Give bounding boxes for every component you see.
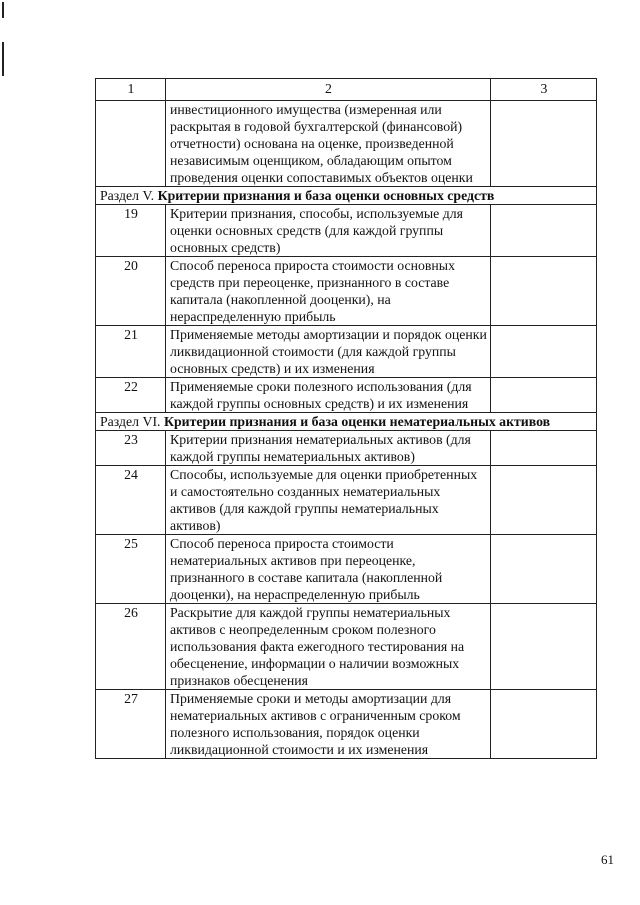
- row-value: [491, 101, 597, 187]
- row-value: [491, 466, 597, 535]
- row-value: [491, 257, 597, 326]
- row-value: [491, 326, 597, 378]
- row-number: 27: [96, 690, 166, 759]
- section-6-rows: [96, 431, 597, 759]
- row-number: [96, 101, 166, 187]
- disclosure-table: [95, 78, 597, 759]
- section-heading: [96, 413, 597, 431]
- row-description: Критерии признания, способы, используемые для оценки основных средств (для каждой группы основных средств): [166, 205, 491, 257]
- row-description: Применяемые сроки полезного использования (для каждой группы основных средств) и их изменения: [166, 378, 491, 413]
- table-row: [96, 257, 597, 326]
- row-number: 19: [96, 205, 166, 257]
- scan-edge-mark: [2, 42, 4, 76]
- row-description: Способы, используемые для оценки приобретенных и самостоятельно созданных нематериальных активов (для каждой группы нематериальных активов): [166, 466, 491, 535]
- row-number: 25: [96, 535, 166, 604]
- table-row: [96, 604, 597, 690]
- section-title: Критерии признания и база оценки нематериальных активов: [163, 414, 551, 429]
- section-prefix: Раздел VI.: [100, 414, 161, 429]
- column-header: 1: [96, 79, 166, 101]
- table-header-row: [96, 79, 597, 101]
- row-description: Способ переноса прироста стоимости нематериальных активов при переоценке, признанного в составе капитала (накопленной дооценки), на нераспределенную прибыль: [166, 535, 491, 604]
- section-title: Критерии признания и база оценки основных средств: [157, 188, 495, 203]
- column-header: 2: [166, 79, 491, 101]
- row-value: [491, 535, 597, 604]
- table-row: [96, 205, 597, 257]
- scan-edge-mark: [2, 2, 4, 18]
- table-row: [96, 326, 597, 378]
- section-row: [96, 187, 597, 205]
- table-row: [96, 431, 597, 466]
- row-description: Критерии признания нематериальных активов (для каждой группы нематериальных активов): [166, 431, 491, 466]
- table-row: [96, 101, 597, 187]
- row-value: [491, 690, 597, 759]
- row-number: 24: [96, 466, 166, 535]
- section-row: [96, 413, 597, 431]
- row-number: 20: [96, 257, 166, 326]
- column-header: 3: [491, 79, 597, 101]
- row-value: [491, 205, 597, 257]
- row-description: Применяемые методы амортизации и порядок оценки ликвидационной стоимости (для каждой группы основных средств) и их изменения: [166, 326, 491, 378]
- row-description: Применяемые сроки и методы амортизации для нематериальных активов с ограниченным сроком полезного использования, порядок оценки ликвидационной стоимости и их изменения: [166, 690, 491, 759]
- table-row: [96, 535, 597, 604]
- row-description: Способ переноса прироста стоимости основных средств при переоценке, признанного в составе капитала (накопленной дооценки), на нераспределенную прибыль: [166, 257, 491, 326]
- section-5-rows: [96, 205, 597, 413]
- row-value: [491, 604, 597, 690]
- row-number: 23: [96, 431, 166, 466]
- table-row: [96, 466, 597, 535]
- table-row: [96, 378, 597, 413]
- section-heading: [96, 187, 597, 205]
- row-value: [491, 431, 597, 466]
- page-number: 61: [601, 852, 614, 867]
- table-row: [96, 690, 597, 759]
- row-value: [491, 378, 597, 413]
- row-number: 21: [96, 326, 166, 378]
- row-description: Раскрытие для каждой группы нематериальных активов с неопределенным сроком полезного использования факта ежегодного тестирования на обесценение, информации о наличии возможных признаков обесценения: [166, 604, 491, 690]
- row-number: 22: [96, 378, 166, 413]
- section-prefix: Раздел V.: [100, 188, 155, 203]
- row-description: инвестиционного имущества (измеренная или раскрытая в годовой бухгалтерской (финансовой) отчетности) основана на оценке, произведенной независимым оценщиком, обладающим опытом проведения оценки сопоставимых объектов оценки: [166, 101, 491, 187]
- row-number: 26: [96, 604, 166, 690]
